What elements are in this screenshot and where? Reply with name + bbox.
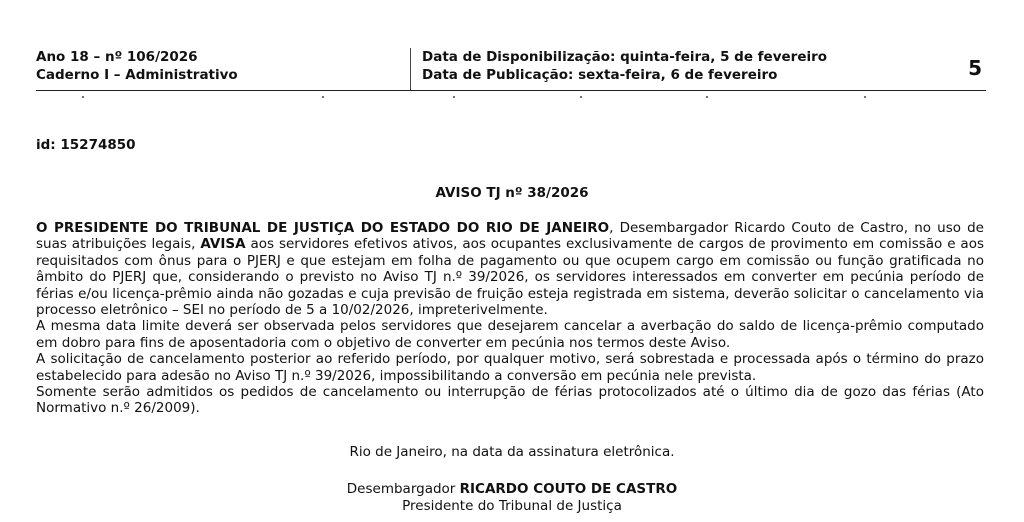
paragraph-2: A mesma data limite deverá ser observada pelos servidores que desejarem cancelar a averbação do saldo de licença-prêmio computado em dobro para fins de aposentadoria com o objetivo de converter em pecúnia nos termos deste Aviso. [36, 318, 984, 351]
header-tick-marks [0, 96, 1024, 100]
avisa-keyword: AVISA [200, 236, 246, 253]
paragraph-1-part-1: , Desembargador Ricardo Couto de Castro, no uso de suas atribuições legais, [36, 220, 984, 253]
signature-role: Presidente do Tribunal de Justiça [402, 498, 622, 514]
tick-mark [82, 96, 84, 98]
page-number: 5 [968, 56, 982, 80]
publication-date: Data de Publicação: sexta-feira, 6 de fevereiro [422, 67, 778, 83]
section-name: Caderno I – Administrativo [36, 67, 238, 83]
notice-title: AVISO TJ nº 38/2026 [435, 185, 589, 201]
header-left [36, 48, 408, 90]
availability-date: Data de Disponibilização: quinta-feira, 5 de fevereiro [422, 49, 828, 65]
signature-line [0, 481, 1024, 497]
notice-body [36, 220, 984, 417]
header-divider [410, 48, 411, 90]
president-heading: O PRESIDENTE DO TRIBUNAL DE JUSTIÇA DO ESTADO DO RIO DE JANEIRO [36, 220, 610, 236]
tick-mark [322, 96, 324, 98]
page-header [36, 48, 986, 91]
signature-name: RICARDO COUTO DE CASTRO [459, 481, 678, 497]
document-id: id: 15274850 [36, 137, 136, 153]
paragraph-4: Somente serão admitidos os pedidos de cancelamento ou interrupção de férias protocolizados até o último dia de gozo das férias (Ato Normativo n.º 26/2009). [36, 384, 984, 417]
tick-mark [580, 96, 582, 98]
signature-prefix: Desembargador [346, 481, 460, 497]
tick-mark [706, 96, 708, 98]
paragraph-1 [36, 220, 984, 318]
paragraph-3: A solicitação de cancelamento posterior ao referido período, por qualquer motivo, será sobrestada e processada após o término do prazo estabelecido para adesão no Aviso TJ n.º 39/2026, impossibilitando a conversão em pecúnia nele prevista. [36, 351, 984, 384]
tick-mark [453, 96, 455, 98]
header-dates [422, 48, 922, 84]
edition-number: Ano 18 – nº 106/2026 [36, 49, 198, 65]
place-and-date: Rio de Janeiro, na data da assinatura eletrônica. [349, 444, 675, 460]
tick-mark [864, 96, 866, 98]
paragraph-1-part-2: aos servidores efetivos ativos, aos ocupantes exclusivamente de cargos de provimento em comissão e aos requisitados com ônus para o PJERJ e que estejam em folha de pagamento ou que ocupem cargo em comissão ou função gratificada no âmbito do PJERJ que, considerando o previsto no Aviso TJ n.º 39/2026, os servidores interessados em converter em pecúnia período de férias e/ou licença-prêmio ainda não gozadas e cuja previsão de fruição esteja registrada em sistema, deverão solicitar o cancelamento via processo eletrônico – SEI no período de 5 a 10/02/2026, impreterivelmente. [36, 236, 984, 319]
